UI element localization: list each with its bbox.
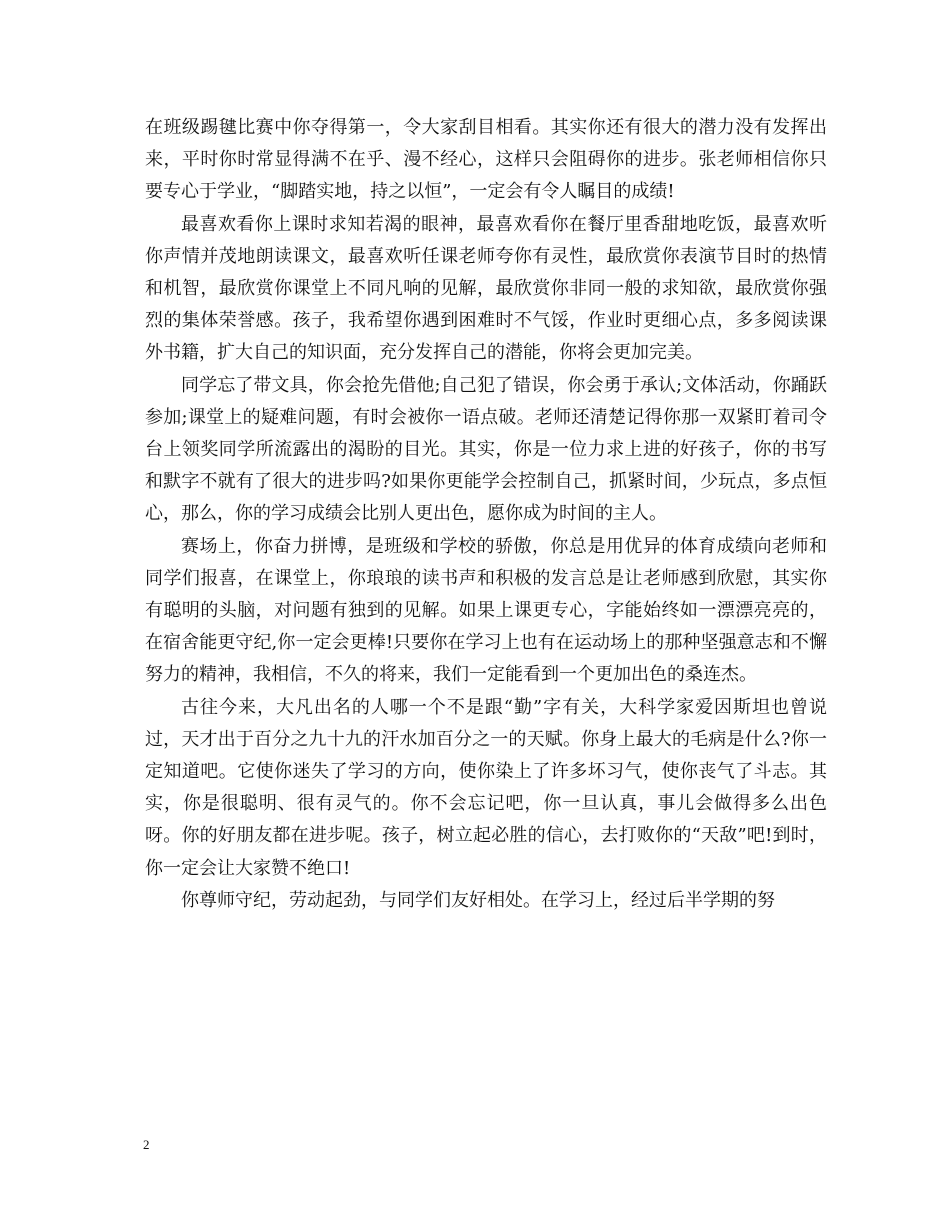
paragraph: 在班级踢毽比赛中你夺得第一，令大家刮目相看。其实你还有很大的潜力没有发挥出来，平时你时常显得满不在乎、漫不经心，这样只会阻碍你的进步。张老师相信你只要专心于学业，“脚踏实地，持之以恒”，一定会有令人瞩目的成绩!	[145, 117, 827, 203]
page-number: 2	[143, 1137, 150, 1152]
paragraph: 同学忘了带文具，你会抢先借他;自己犯了错误，你会勇于承认;文体活动，你踊跃参加;课堂上的疑难问题，有时会被你一语点破。老师还清楚记得你那一双紧盯着司令台上领奖同学所流露出的渴盼的目光。其实，你是一位力求上进的好孩子，你的书写和默字不就有了很大的进步吗?如果你更能学会控制自己，抓紧时间，少玩点，多点恒心，那么，你的学习成绩会比别人更出色，愿你成为时间的主人。	[145, 374, 827, 525]
paragraph: 古往今来，大凡出名的人哪一个不是跟“勤”字有关，大科学家爱因斯坦也曾说过，天才出于百分之九十九的汗水加百分之一的天赋。你身上最大的毛病是什么?你一定知道吧。它使你迷失了学习的方向，使你染上了许多坏习气，使你丧气了斗志。其实，你是很聪明、很有灵气的。你不会忘记吧，你一旦认真，事儿会做得多么出色呀。你的好朋友都在进步呢。孩子，树立起必胜的信心，去打败你的“天敌”吧!到时，你一定会让大家赞不绝口!	[145, 696, 827, 879]
paragraph: 赛场上，你奋力拼博，是班级和学校的骄傲，你总是用优异的体育成绩向老师和同学们报喜，在课堂上，你琅琅的读书声和积极的发言总是让老师感到欣慰，其实你有聪明的头脑，对问题有独到的见解。如果上课更专心，字能始终如一漂漂亮亮的，在宿舍能更守纪,你一定会更棒!只要你在学习上也有在运动场上的那种坚强意志和不懈努力的精神，我相信，不久的将来，我们一定能看到一个更加出色的桑连杰。	[145, 535, 827, 686]
document-body	[145, 112, 827, 917]
paragraph: 你尊师守纪，劳动起劲，与同学们友好相处。在学习上，经过后半学期的努	[181, 889, 775, 911]
paragraph: 最喜欢看你上课时求知若渴的眼神，最喜欢看你在餐厅里香甜地吃饭，最喜欢听你声情并茂地朗读课文，最喜欢听任课老师夸你有灵性，最欣赏你表演节目时的热情和机智，最欣赏你课堂上不同凡响的见解，最欣赏你非同一般的求知欲，最欣赏你强烈的集体荣誉感。孩子，我希望你遇到困难时不气馁，作业时更细心点，多多阅读课外书籍，扩大自己的知识面，充分发挥自己的潜能，你将会更加完美。	[145, 213, 827, 364]
